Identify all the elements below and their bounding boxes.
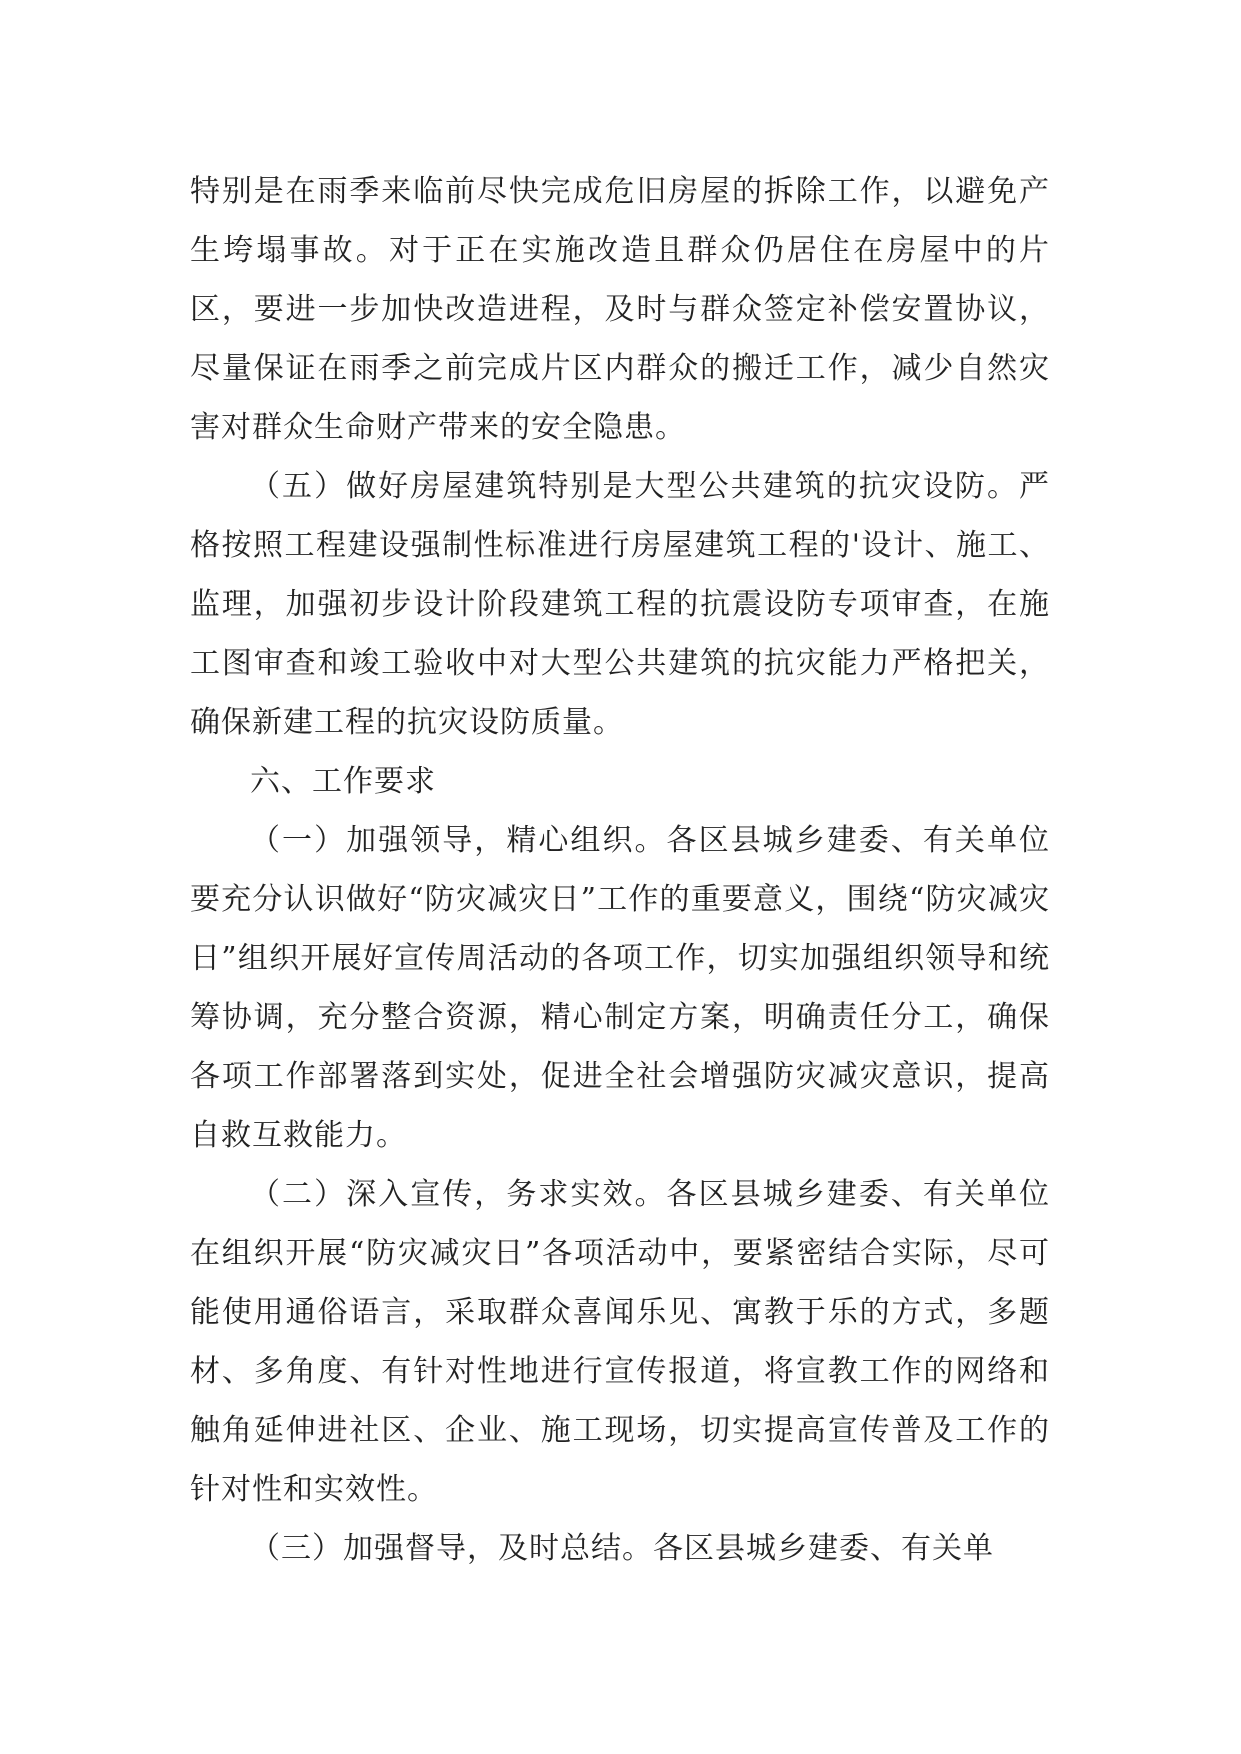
paragraph-requirement-2: （二）深入宣传，务求实效。各区县城乡建委、有关单位在组织开展“防灾减灾日”各项活动中，要紧密结合实际，尽可能使用通俗语言，采取群众喜闻乐见、寓教于乐的方式，多题材、多角度、有针对性地进行宣传报道，将宣教工作的网络和触角延伸进社区、企业、施工现场，切实提高宣传普及工作的针对性和实效性。 (190, 1177, 1050, 1507)
paragraph-item-5: （五）做好房屋建筑特别是大型公共建筑的抗灾设防。严格按照工程建设强制性标准进行房屋建筑工程的'设计、施工、监理，加强初步设计阶段建筑工程的抗震设防专项审查，在施工图审查和竣工验收中对大型公共建筑的抗灾能力严格把关，确保新建工程的抗灾设防质量。 (190, 469, 1050, 740)
paragraph-requirement-3: （三）加强督导，及时总结。各区县城乡建委、有关单 (250, 1531, 994, 1566)
document-body (190, 162, 1050, 1578)
paragraph-continuation: 特别是在雨季来临前尽快完成危旧房屋的拆除工作，以避免产生垮塌事故。对于正在实施改造且群众仍居住在房屋中的片区，要进一步加快改造进程，及时与群众签定补偿安置协议，尽量保证在雨季之前完成片区内群众的搬迁工作，减少自然灾害对群众生命财产带来的安全隐患。 (190, 174, 1050, 445)
section-heading-work-requirements: 六、工作要求 (250, 764, 436, 799)
paragraph-requirement-1: （一）加强领导，精心组织。各区县城乡建委、有关单位要充分认识做好“防灾减灾日”工作的重要意义，围绕“防灾减灾日”组织开展好宣传周活动的各项工作，切实加强组织领导和统筹协调，充分整合资源，精心制定方案，明确责任分工，确保各项工作部署落到实处，促进全社会增强防灾减灾意识，提高自救互救能力。 (190, 823, 1050, 1153)
